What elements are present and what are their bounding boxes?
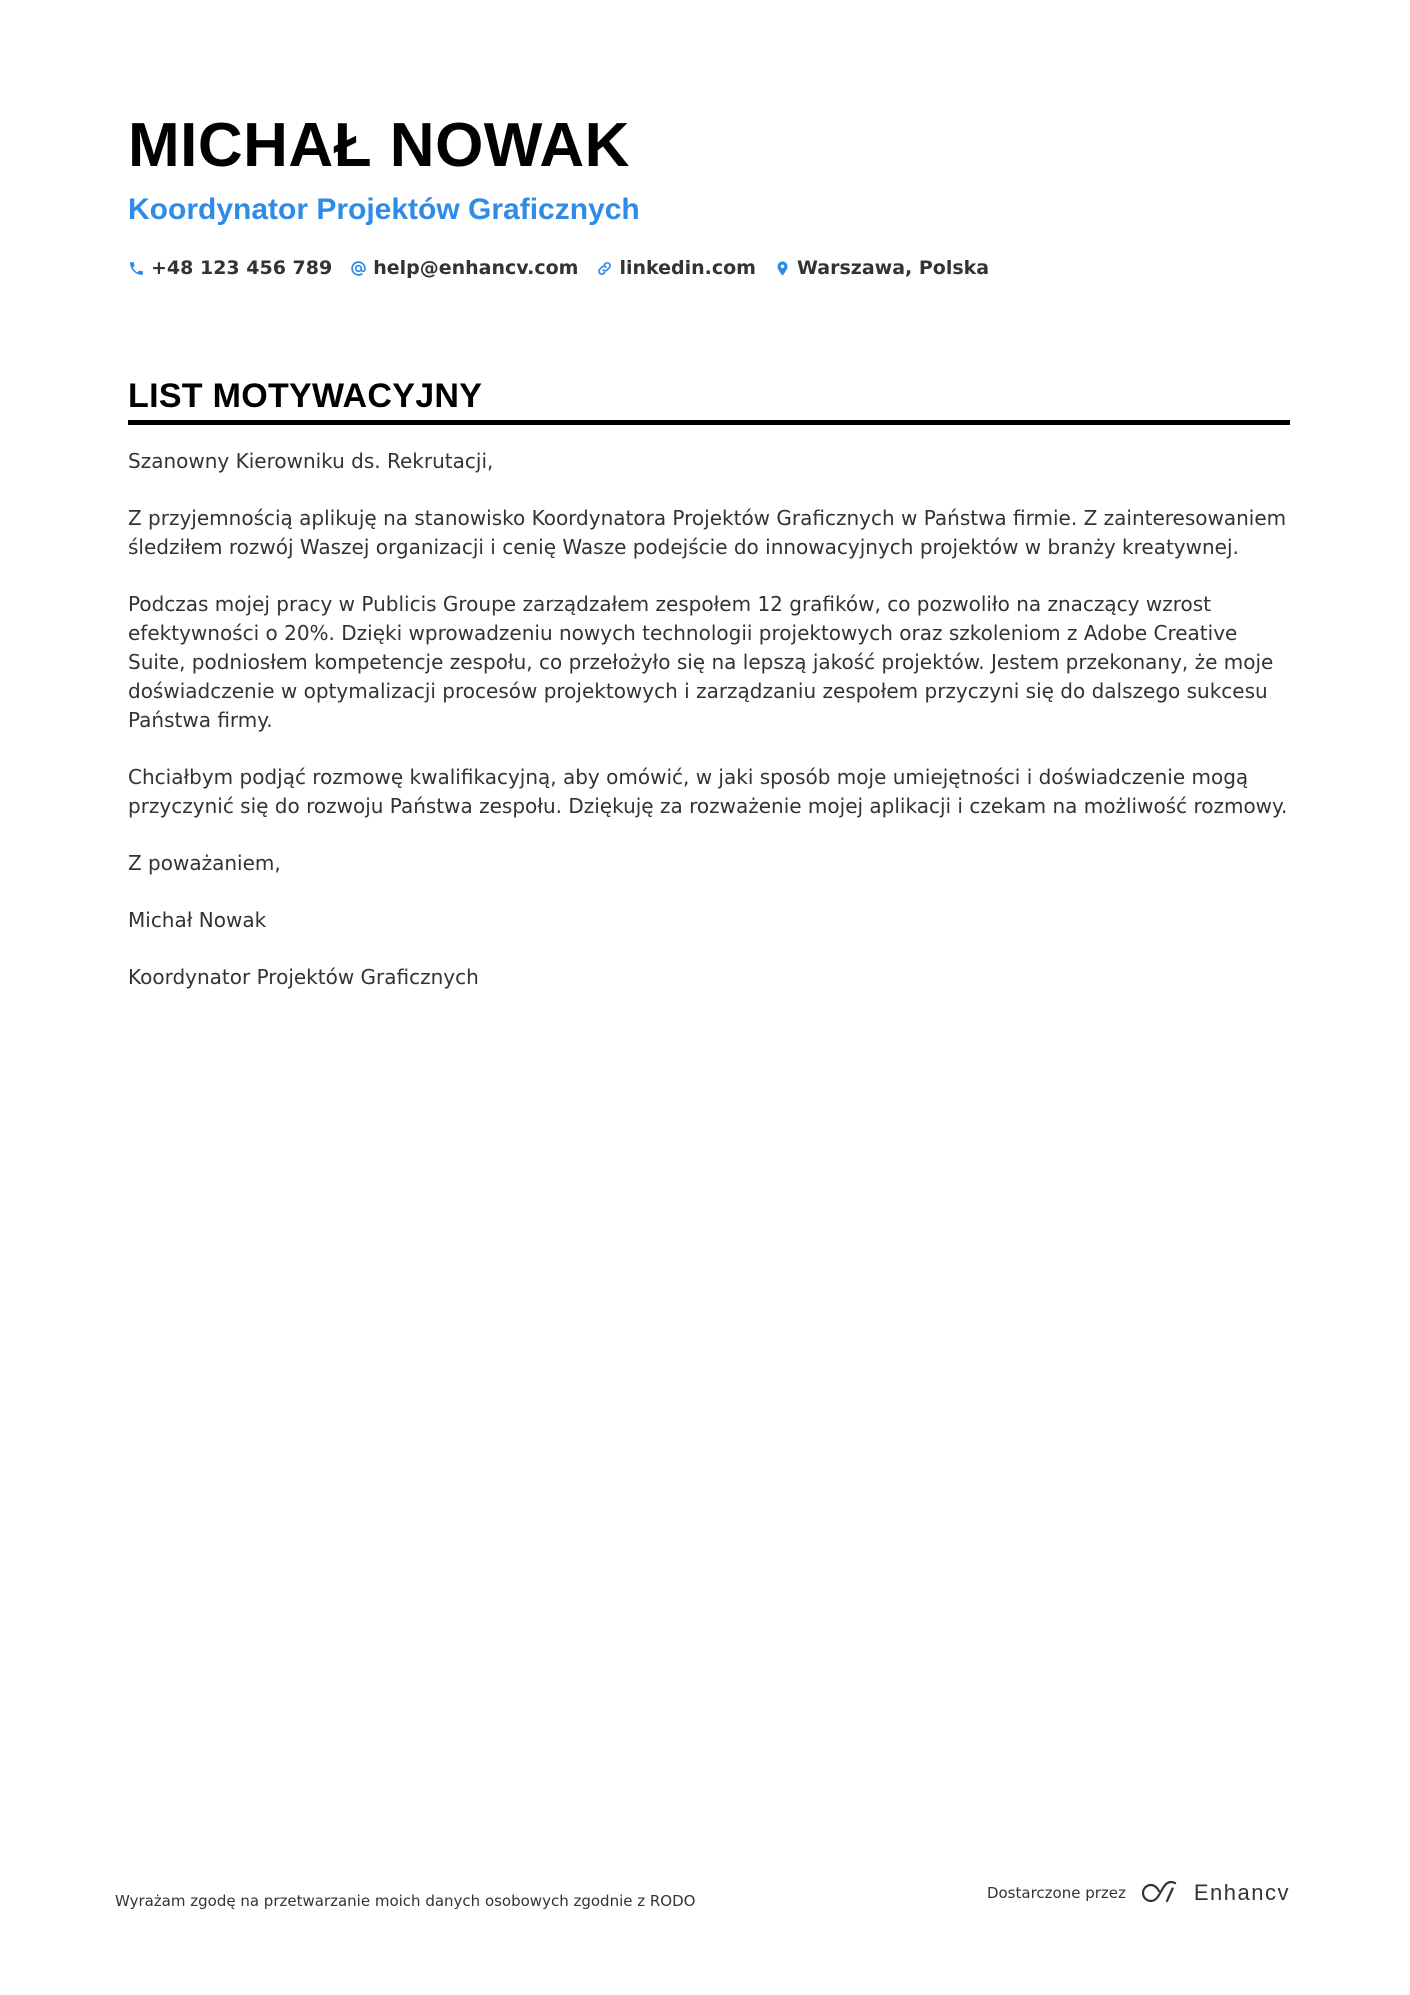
letter-paragraph: Z przyjemnością aplikuję na stanowisko Koordynatora Projektów Graficznych w Państwa firmie. Z zainteresowaniem śledziłem rozwój Waszej organizacji i cenię Wasze podejście do innowacyjnych projektów w branży kreatywnej. [128, 506, 1287, 559]
footer-powered-by: Dostarczone przez [986, 1884, 1126, 1902]
contact-location [774, 257, 989, 279]
letter-signature-name: Michał Nowak [128, 908, 267, 932]
link-icon [596, 260, 613, 277]
contact-linkedin-text: linkedin.com [619, 257, 756, 279]
letter-closing: Z poważaniem, [128, 851, 281, 875]
footer-branding[interactable] [987, 1880, 1290, 1906]
location-pin-icon [774, 260, 791, 277]
footer-consent: Wyrażam zgodę na przetwarzanie moich danych osobowych zgodnie z RODO [115, 1892, 696, 1910]
cover-letter-page [128, 110, 1290, 1020]
contact-email-text: help@enhancv.com [373, 257, 579, 279]
contact-bar [128, 252, 1290, 284]
phone-icon [128, 260, 145, 277]
footer-brand-name: Enhancv [1193, 1880, 1290, 1905]
contact-location-text: Warszawa, Polska [796, 257, 990, 279]
contact-linkedin[interactable] [596, 257, 756, 279]
letter-paragraph: Podczas mojej pracy w Publicis Groupe zarządzałem zespołem 12 grafików, co pozwoliło na znaczący wzrost efektywności o 20%. Dzięki wprowadzeniu nowych technologii projektowych oraz szkoleniom z Adobe Creative Suite, podniosłem kompetencje zespołu, co przełożyło się na lepszą jakość projektów. Jestem przekonany, że moje doświadczenie w optymalizacji procesów projektowych i zarządzaniu zespołem przyczyni się do dalszego sukcesu Państwa firmy. [128, 592, 1274, 732]
section-title: LIST MOTYWACYJNY [128, 377, 483, 415]
letter-salutation: Szanowny Kierowniku ds. Rekrutacji, [128, 449, 494, 473]
letter-paragraph: Chciałbym podjąć rozmowę kwalifikacyjną, aby omówić, w jaki sposób moje umiejętności i doświadczenie mogą przyczynić się do rozwoju Państwa zespołu. Dziękuję za rozważenie mojej aplikacji i czekam na możliwość rozmowy. [128, 765, 1288, 818]
enhancv-logo-icon [1138, 1880, 1184, 1906]
letter-body [128, 447, 1290, 992]
applicant-name: MICHAŁ NOWAK [128, 111, 630, 180]
applicant-role: Koordynator Projektów Graficznych [128, 193, 640, 226]
contact-phone [128, 257, 332, 279]
section-divider [128, 420, 1290, 425]
contact-email[interactable] [350, 257, 578, 279]
letter-signature-role: Koordynator Projektów Graficznych [128, 965, 479, 989]
at-icon [350, 260, 367, 277]
contact-phone-text: +48 123 456 789 [151, 257, 333, 279]
